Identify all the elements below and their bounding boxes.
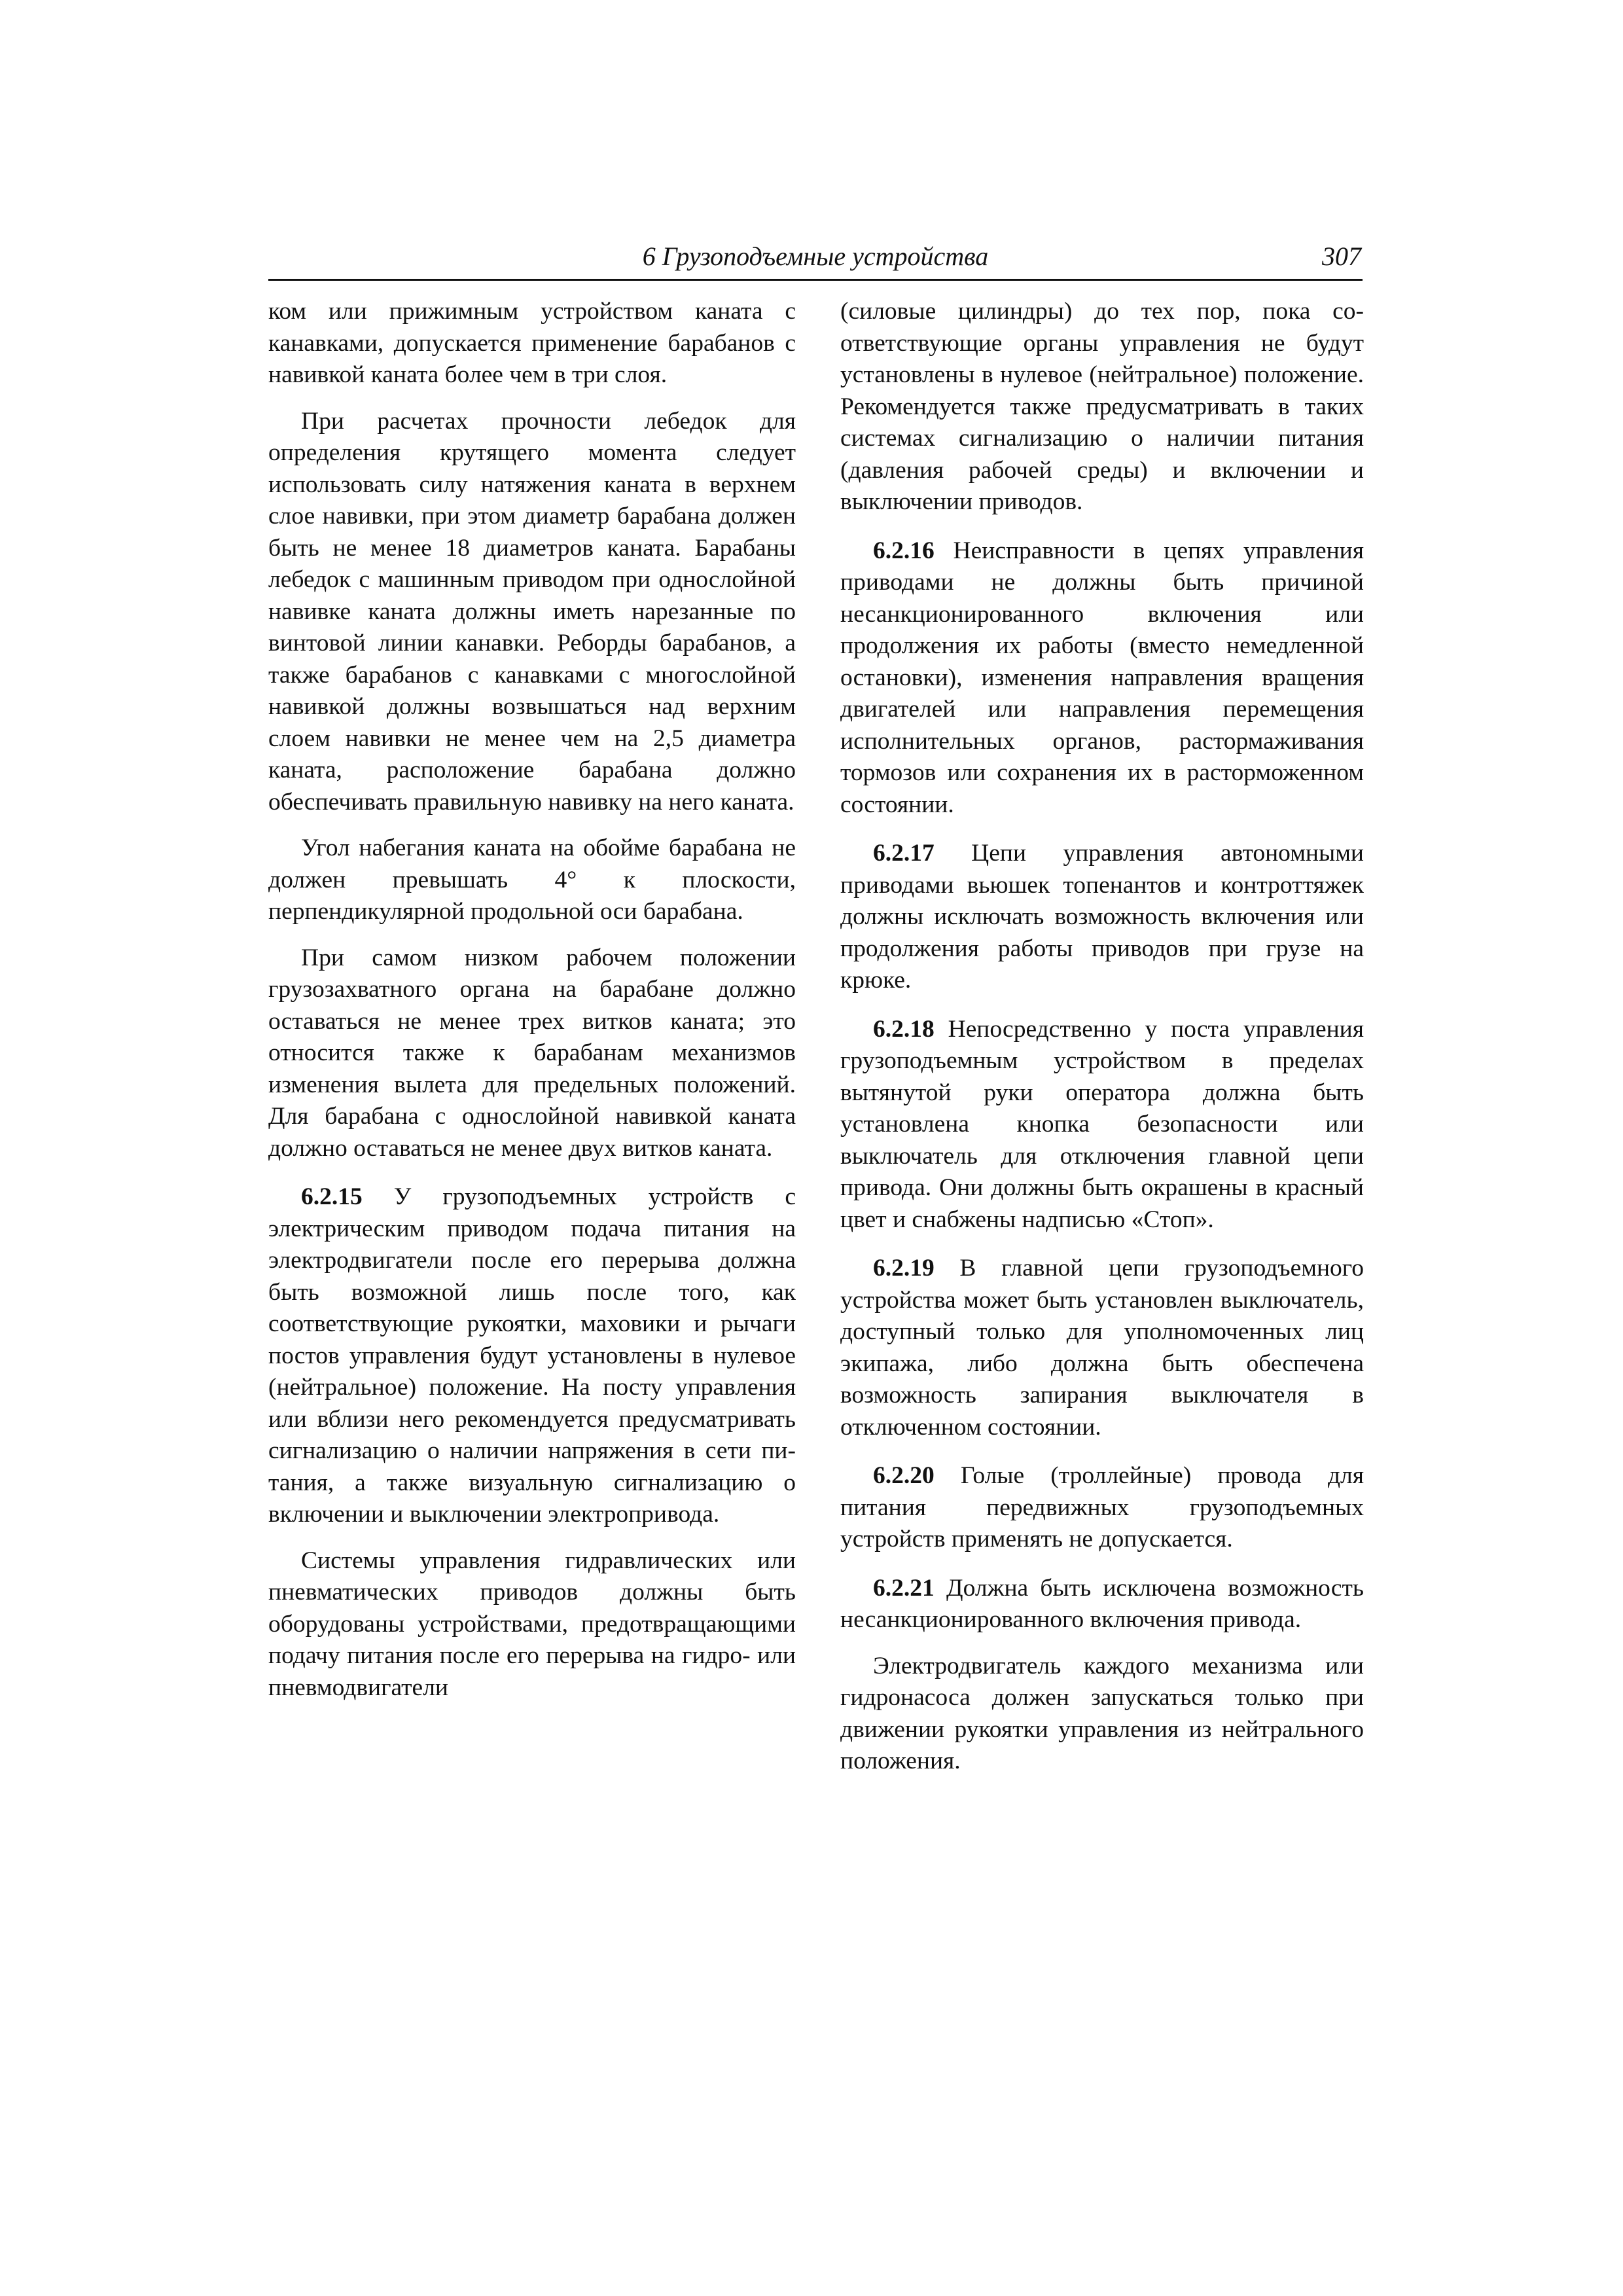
chapter-title: 6 Грузоподъемные устройства (642, 242, 989, 271)
section-6-2-16 (840, 535, 1364, 821)
section-text: Непосредственно у поста управления грузоподъемным устройством в пределах вытянутой руки оператора должна быть установлена кнопка безопасности или выключатель для отключения главной цепи привода. Они должны быть окрашены в красный цвет и снабжены надписью «Стоп». (840, 1015, 1364, 1233)
paragraph: Угол набегания каната на обойме барабана не должен превышать 4° к плоскости, перпендикулярной продольной оси барабана. (268, 834, 796, 925)
section-number: 6.2.17 (873, 840, 935, 867)
right-column (840, 296, 1364, 1792)
section-6-2-20 (840, 1460, 1364, 1556)
section-text: Должна быть исключена возможность несанкционированного включения привода. (840, 1574, 1364, 1633)
section-text: В главной цепи грузоподъемного устройства может быть установлен выключатель, доступный только для уполномоченных лиц экипажа, либо должна быть обеспечена возможность запирания выключателя в отключенном состоянии. (840, 1255, 1364, 1441)
section-text: Голые (троллейные) провода для питания передвижных грузоподъемных устройств применять не допускается. (840, 1462, 1364, 1552)
section-6-2-15 (268, 1181, 796, 1531)
paragraph: При самом низком рабочем положении грузозахватного органа на барабане должно оставаться не менее трех витков каната; это относится также к барабанам механизмов изменения вылета для предельных положений. Для барабана с однослойной навивкой каната должно оставаться не менее двух витков каната. (268, 944, 796, 1162)
section-number: 6.2.20 (873, 1462, 935, 1489)
section-text: Неисправности в цепях управления приводами не должны быть причиной несанкционированного включения или продолжения их работы (вместо немедленной остановки), изменения направления вращения двигателей или направления перемещения исполнительных органов, растормаживания тормозов или сохранения их в расторможенном состоянии. (840, 537, 1364, 818)
paragraph: Системы управления гидравлических или пневматических приводов должны быть оборудованы устройствами, предотвращающими подачу питания после его перерыва на гидро- или пневмодвигатели (268, 1547, 796, 1701)
section-6-2-21 (840, 1573, 1364, 1636)
page-number: 307 (1322, 242, 1361, 271)
paragraph: При расчетах прочности лебедок для определения крутящего момента следует использовать силу натяжения каната в верхнем слое навивки, при этом диаметр барабана должен быть не менее 18 диаметров каната. Барабаны лебедок с машинным приводом при однослойной навивке каната должны иметь нарезанные по винтовой линии канавки. Реборды барабанов, а также барабанов с канавками с многослойной навивкой должны возвышаться над верхним слоем навивки не менее чем на 2,5 диаметра каната, расположение барабана должно обеспечивать правильную навивку на него каната. (268, 407, 796, 816)
section-6-2-18 (840, 1014, 1364, 1236)
left-column (268, 296, 796, 1718)
section-number: 6.2.21 (873, 1574, 935, 1602)
section-6-2-17 (840, 838, 1364, 997)
paragraph: (силовые цилиндры) до тех пор, пока соответствующие органы управления не будут установлены в нулевое (нейтральное) положение. Рекомендуется также предусматривать в таких системах сигнализацию о наличии питания (давления рабочей среды) и включении и выключении приводов. (840, 298, 1364, 515)
running-header (268, 238, 1363, 281)
section-number: 6.2.19 (873, 1255, 935, 1282)
section-text: У грузоподъемных устройств с электрическим приводом подача питания на электродвигатели после его перерыва должна быть возможной лишь после того, как соответствующие рукоятки, маховики и рычаги постов управления будут установлены в нулевое (нейтральное) положение. На посту управления или вблизи него рекомендуется предусматривать сигнализацию о наличии напряжения в сети питания, а также визуальную сигнализацию о включении и выключении электропривода. (268, 1183, 796, 1528)
section-number: 6.2.16 (873, 537, 935, 564)
section-text: Цепи управления автономными приводами вьюшек топенантов и контроттяжек должны исключать возможность включения или продолжения работы приводов при грузе на крюке. (840, 840, 1364, 994)
section-number: 6.2.15 (301, 1183, 363, 1210)
paragraph: Электродвигатель каждого механизма или гидронасоса должен запускаться только при движении рукоятки управления из нейтрального положения. (840, 1652, 1364, 1774)
section-number: 6.2.18 (873, 1015, 935, 1043)
paragraph: ком или прижимным устройством каната с канавками, допускается применение барабанов с навивкой каната более чем в три слоя. (268, 298, 796, 388)
section-6-2-19 (840, 1253, 1364, 1443)
